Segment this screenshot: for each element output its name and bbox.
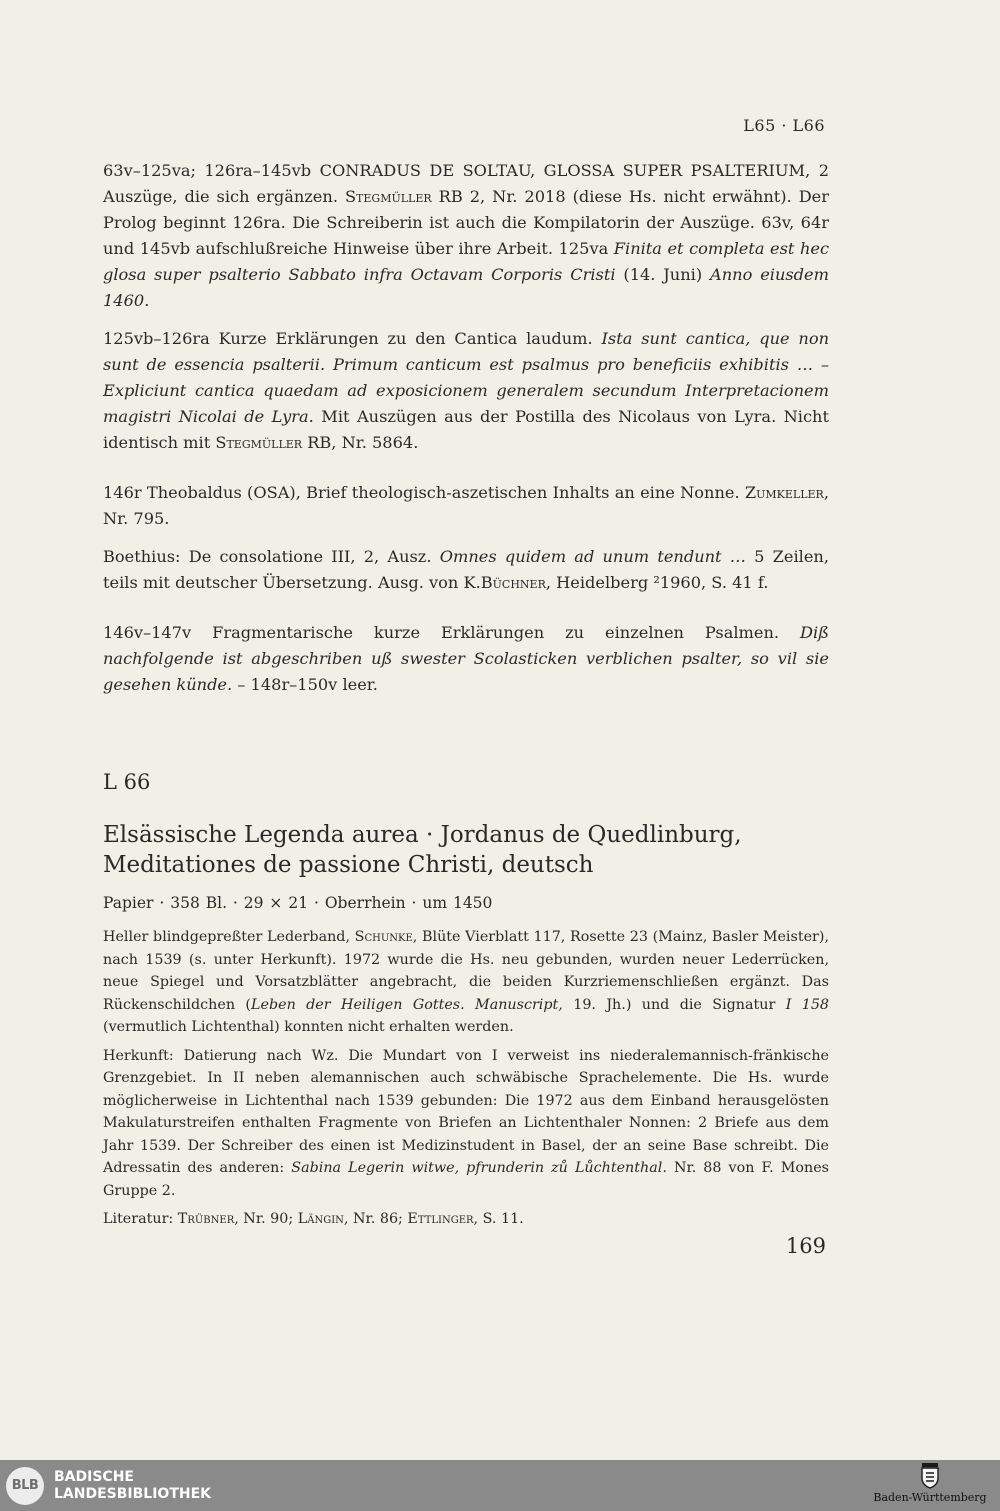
manuscript-meta: Papier · 358 Bl. · 29 × 21 · Oberrhein · um 1450: [103, 894, 493, 912]
manuscript-title: Elsässische Legenda aurea · Jordanus de Quedlinburg, Meditationes de passione Christi, deutsch: [103, 822, 742, 878]
page-number: 169: [785, 1234, 826, 1258]
blb-logo[interactable]: BLB: [6, 1467, 44, 1505]
reference-author: Stegmüller: [215, 433, 303, 452]
folio-range: 125vb–126ra: [103, 329, 210, 348]
entry-psalmen: 146v–147v Fragmentarische kurze Erklärungen zu einzelnen Psalmen. Diß nachfolgende ist abgeschriben uß swester Scolasticken verblichen psalter, so vil sie gesehen künde. – 148r–150v leer.: [103, 623, 829, 694]
folio-range: 146r: [103, 483, 142, 502]
page-content: [103, 158, 829, 1231]
reference-author: Trübner: [177, 1211, 235, 1227]
binding-description: Heller blindgepreßter Lederband, Schunke, Blüte Vierblatt 117, Rosette 23 (Mainz, Basler Meister), nach 1539 (s. unter Herkunft). 1972 wurde die Hs. neu gebunden, wurden neuer Lederrücken, neue Spiegel und Vorsatzblätter angebracht, die beiden Kurzriemenschließen ergänzt. Das Rückenschildchen (Leben der Heiligen Gottes. Manuscript, 19. Jh.) und die Signatur I 158 (vermutlich Lichtenthal) konnten nicht erhalten werden.: [103, 929, 830, 1035]
latin-quote: Anno eiusdem 1460.: [103, 265, 829, 310]
state-logo[interactable]: Baden-Württemberg: [870, 1463, 990, 1504]
latin-quote: Ista sunt cantica, que non sunt de essencia psalterii. Primum canticum est psalmus pro beneficiis exhibitis … – Expliciunt cantica quaedam ad exposicionem generalem secundum Interpretacionem magistri Nicolai de Lyra.: [103, 329, 830, 426]
latin-quote: Omnes quidem ad unum tendunt …: [439, 547, 746, 566]
entry-cantica: 125vb–126ra Kurze Erklärungen zu den Cantica laudum. Ista sunt cantica, que non sunt de essencia psalterii. Primum canticum est psalmus pro beneficiis exhibitis … – Expliciunt cantica quaedam ad exposicionem generalem secundum Interpretacionem magistri Nicolai de Lyra. Mit Auszügen aus der Postilla des Nicolaus von Lyra. Nicht identisch mit Stegmüller RB, Nr. 5864.: [103, 329, 830, 452]
manuscript-signature: L 66: [103, 770, 151, 794]
reference-author: Längin: [297, 1211, 344, 1227]
provenance-description: Herkunft: Datierung nach Wz. Die Mundart von I verweist ins niederalemannisch-fränkische Grenzgebiet. In II neben alemannischen auch schwäbische Sprachelemente. Die Hs. wurde möglicherweise in Lichtenthal nach 1539 gebunden: Die 1972 aus dem Einband herausgelösten Makulaturstreifen enthalten Fragmente von Briefen an Lichtenthaler Nonnen: 2 Briefe aus dem Jahr 1539. Der Schreiber des einen ist Medizinstudent in Basel, der an seine Base schreibt. Die Adressatin des anderen: Sabina Legerin witwe, pfrunderin zů Lůchtenthal. Nr. 88 von F. Mones Gruppe 2.: [103, 1047, 830, 1199]
folio-range: 146v–147v: [103, 623, 192, 642]
entry-theobaldus: 146r Theobaldus (OSA), Brief theologisch-aszetischen Inhalts an eine Nonne. Zumkeller, Nr. 795.: [103, 483, 829, 528]
running-head: L65 · L66: [743, 116, 825, 135]
latin-quote: Finita et completa est hec glosa super psalterio Sabbato infra Octavam Corporis Cristi: [103, 239, 830, 284]
library-footer: [0, 1460, 1000, 1511]
reference-author: Schunke: [354, 929, 413, 945]
library-name[interactable]: BADISCHE LANDESBIBLIOTHEK: [54, 1469, 212, 1502]
coat-of-arms-icon: [919, 1463, 941, 1489]
literature-list: Literatur: Trübner, Nr. 90; Längin, Nr. 86; Ettlinger, S. 11.: [103, 1211, 524, 1227]
reference-author: Ettlinger: [407, 1211, 474, 1227]
reference-author: Büchner: [480, 573, 546, 592]
work-heading: CONRADUS DE SOLTAU, GLOSSA SUPER PSALTERIUM,: [319, 161, 811, 180]
reference-author: Zumkeller: [744, 483, 824, 502]
entry-conradus: 63v–125va; 126ra–145vb CONRADUS DE SOLTAU, GLOSSA SUPER PSALTERIUM, 2 Auszüge, die sich ergänzen. Stegmüller RB 2, Nr. 2018 (diese Hs. nicht erwähnt). Der Prolog beginnt 126ra. Die Schreiberin ist auch die Kompilatorin der Auszüge. 63v, 64r und 145vb aufschlußreiche Hinweise über ihre Arbeit. 125va Finita et completa est hec glosa super psalterio Sabbato infra Octavam Corporis Cristi (14. Juni) Anno eiusdem 1460.: [103, 161, 830, 310]
german-quote: Diß nachfolgende ist abgeschriben uß swester Scolasticken verblichen psalter, so vil sie gesehen künde.: [103, 623, 829, 694]
entry-boethius: Boethius: De consolatione III, 2, Ausz. Omnes quidem ad unum tendunt … 5 Zeilen, teils mit deutscher Übersetzung. Ausg. von K.Büchner, Heidelberg ²1960, S. 41 f.: [103, 547, 829, 592]
reference-author: Stegmüller: [344, 187, 432, 206]
folio-range: 63v–125va; 126ra–145vb: [103, 161, 312, 180]
